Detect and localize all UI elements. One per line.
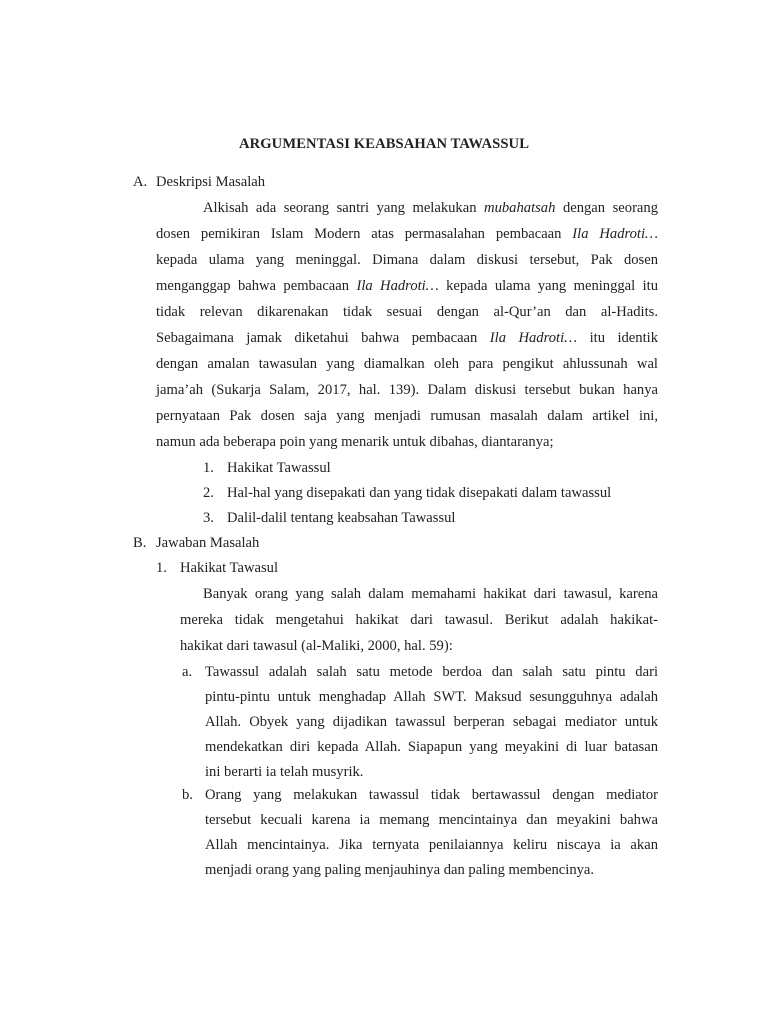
para-line: menjadi orang yang paling menjauhinya dan paling membencinya. — [205, 862, 595, 878]
list-item: Dalil-dalil tentang keabsahan Tawassul — [227, 510, 456, 526]
subsection-heading: Hakikat Tawasul — [180, 560, 279, 576]
para-line: kepada ulama yang meninggal. Dimana dalam diskusi tersebut, Pak dosen — [156, 252, 658, 268]
para-line: Banyak orang yang salah dalam memahami hakikat dari tawasul, karena — [203, 586, 658, 602]
list-item-marker: b. — [182, 787, 193, 803]
para-line: dengan amalan tawasulan yang diamalkan oleh para pengikut ahlussunah wal — [156, 356, 658, 372]
para-line: Tawassul adalah salah satu metode berdoa dan salah satu pintu dari — [205, 664, 658, 680]
para-line: namun ada beberapa poin yang menarik untuk dibahas, diantaranya; — [156, 434, 554, 450]
para-line: jama’ah (Sukarja Salam, 2017, hal. 139). Dalam diskusi tersebut bukan hanya — [156, 382, 658, 398]
para-line: Alkisah ada seorang santri yang melakukan mubahatsah dengan seorang — [203, 200, 658, 216]
para-line: Allah. Obyek yang dijadikan tawassul berperan sebagai mediator untuk — [205, 714, 658, 730]
section-a-heading: Deskripsi Masalah — [156, 174, 266, 190]
subsection-marker: 1. — [156, 560, 167, 576]
document-title: ARGUMENTASI KEABSAHAN TAWASSUL — [238, 136, 530, 152]
section-a-marker: A. — [133, 174, 148, 190]
para-line: tidak relevan dikarenakan tidak sesuai dengan al-Qur’an dan al-Hadits. — [156, 304, 658, 320]
para-line: pernyataan Pak dosen saja yang menjadi rumusan masalah dalam artikel ini, — [156, 408, 658, 424]
section-b-heading: Jawaban Masalah — [156, 535, 260, 551]
section-b-marker: B. — [133, 535, 147, 551]
para-line: menganggap bahwa pembacaan Ila Hadroti… kepada ulama yang meninggal itu — [156, 278, 659, 294]
para-line: mereka tidak mengetahui hakikat dari tawasul. Berikut adalah hakikat- — [180, 612, 658, 628]
para-line: tersebut kecuali karena ia memang mencintainya dan meyakini bahwa — [205, 812, 658, 828]
list-item-marker: 2. — [203, 485, 214, 501]
para-line: mendekatkan diri kepada Allah. Siapapun yang meyakini di luar batasan — [205, 739, 658, 755]
list-item: Hakikat Tawassul — [227, 460, 331, 476]
para-line: dosen pemikiran Islam Modern atas permasalahan pembacaan Ila Hadroti… — [156, 226, 659, 242]
list-item-marker: a. — [182, 664, 193, 680]
list-item: Hal-hal yang disepakati dan yang tidak disepakati dalam tawassul — [227, 485, 612, 501]
list-item-marker: 1. — [203, 460, 214, 476]
list-item-marker: 3. — [203, 510, 214, 526]
para-line: hakikat dari tawasul (al-Maliki, 2000, hal. 59): — [180, 638, 453, 654]
para-line: Sebagaimana jamak diketahui bahwa pembacaan Ila Hadroti… itu identik — [156, 330, 658, 346]
para-line: Allah mencintainya. Jika ternyata penilaiannya keliru niscaya ia akan — [205, 837, 658, 853]
para-line: ini berarti ia telah musyrik. — [205, 764, 364, 780]
para-line: pintu-pintu untuk menghadap Allah SWT. Maksud sesungguhnya adalah — [205, 689, 658, 705]
para-line: Orang yang melakukan tawassul tidak bertawassul dengan mediator — [205, 787, 658, 803]
